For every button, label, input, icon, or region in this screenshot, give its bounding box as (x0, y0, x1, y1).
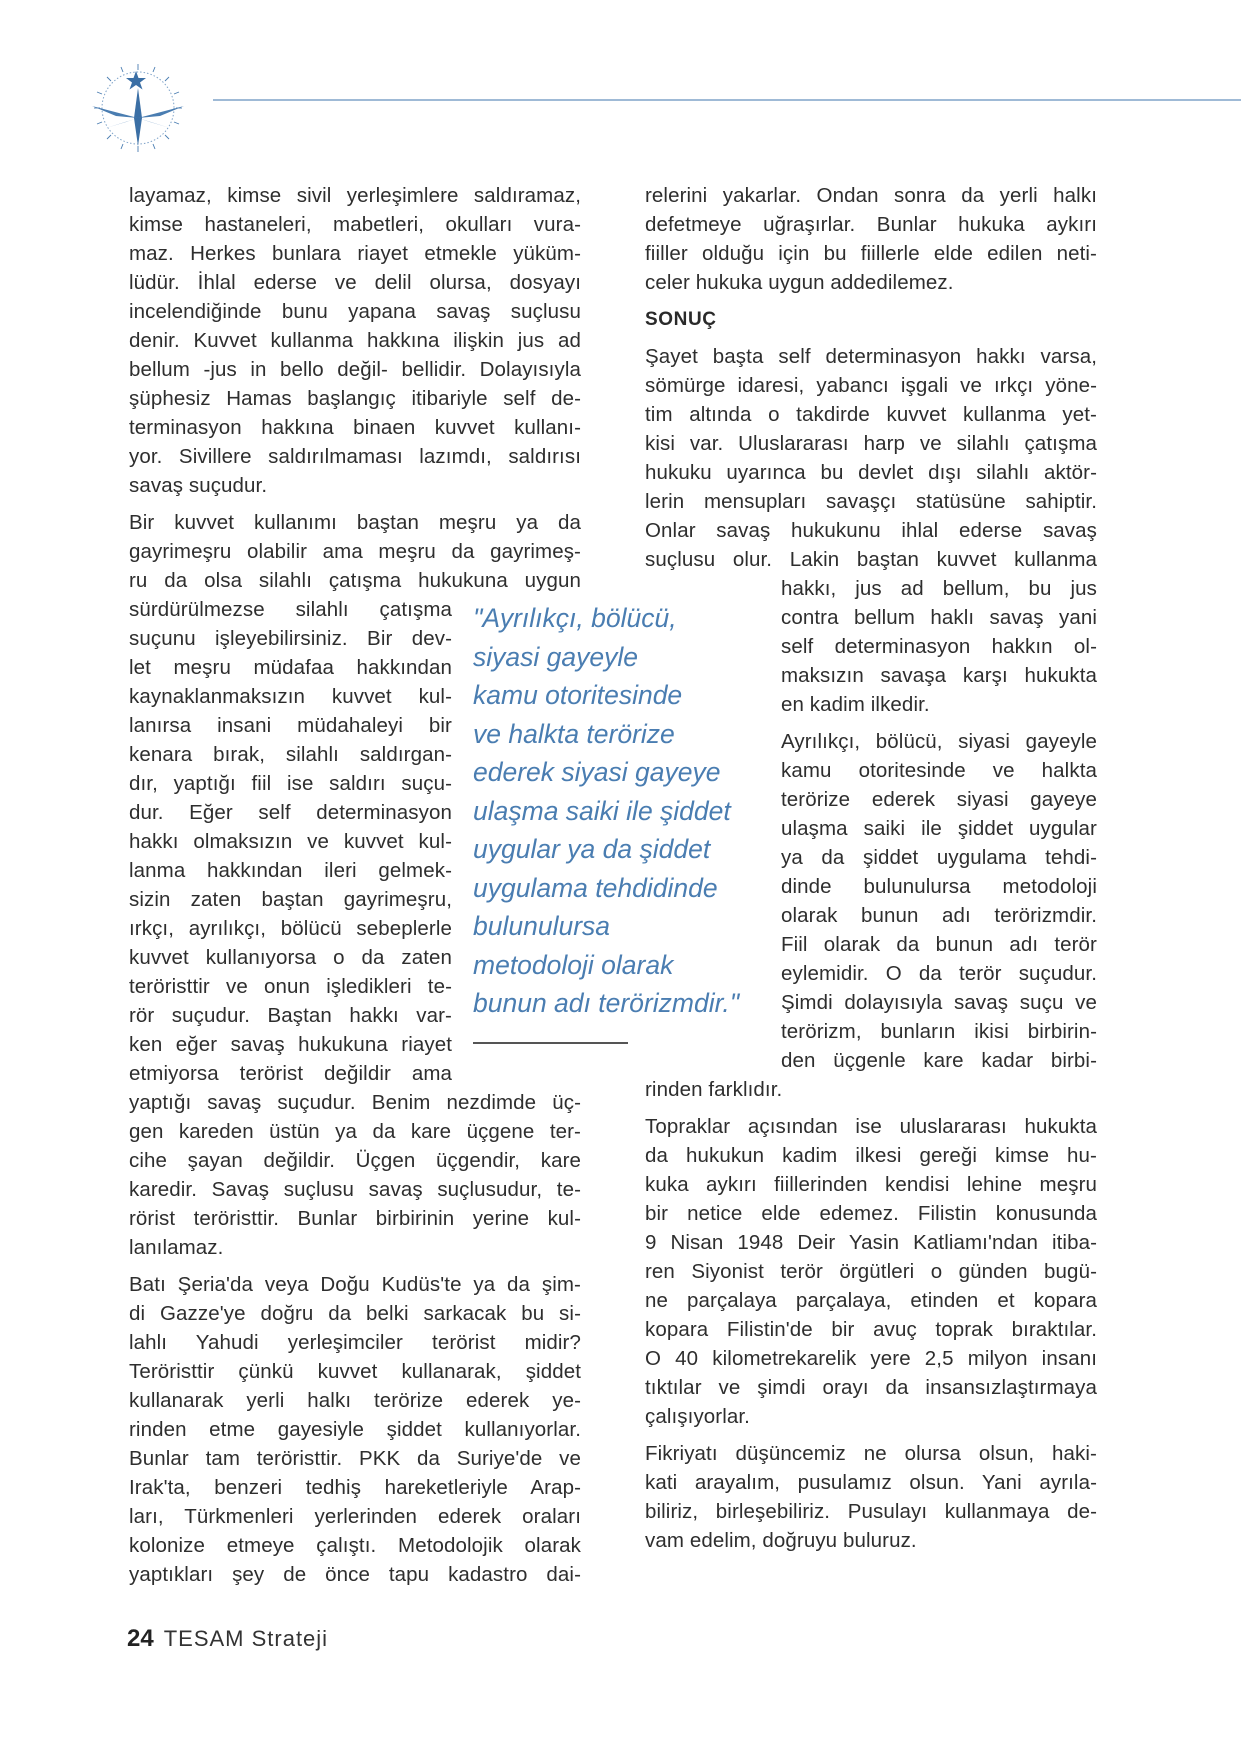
text-line: Fiil olarak da bunun adı terör (781, 933, 1097, 956)
text-line: rinden etme gayesiyle şiddet kullanıyorlar. (129, 1418, 581, 1441)
header-rule (213, 99, 1241, 101)
text-line: lerin mensupları savaşçı statüsüne sahiptir. (645, 490, 1097, 513)
text-line: kamu otoritesinde ve halkta (781, 759, 1097, 782)
pull-quote-rule (473, 1042, 628, 1044)
text-line: tıktılar ve şimdi orayı da insansızlaştırmaya (645, 1376, 1097, 1399)
text-line: relerini yakarlar. Ondan sonra da yerli halkı (645, 184, 1097, 207)
text-line: kuvvet kullanıyorsa o da zaten (129, 946, 452, 969)
text-line: terörizm, bunların ikisi birbirin- (781, 1020, 1097, 1043)
text-line: den üçgenle kare kadar birbi- (781, 1049, 1097, 1072)
text-line: ren Siyonist terör örgütleri o günden bugü- (645, 1260, 1097, 1283)
pull-quote-line: bulunulursa (473, 911, 611, 941)
text-line: ken eğer savaş hukukuna riayet (129, 1033, 452, 1056)
text-line: dır, yaptığı fiil ise saldırı suçu- (129, 772, 452, 795)
text-line: ırkçı, ayrılıkçı, bölücü sebeplerle (129, 917, 452, 940)
text-line: kenara bırak, silahlı saldırgan- (129, 743, 452, 766)
text-line: terörize ederek siyasi gayeye (781, 788, 1097, 811)
text-line: di Gazze'ye doğru da belki sarkacak bu si- (129, 1302, 581, 1325)
text-line: self determinasyon hakkın ol- (781, 635, 1097, 658)
text-line: karedir. Savaş suçlusu savaş suçlusudur, te- (129, 1178, 581, 1201)
text-line: eylemidir. O da terör suçudur. (781, 962, 1097, 985)
text-line: Bunlar tam teröristtir. PKK da Suriye'de ve (129, 1447, 581, 1470)
text-line: terminasyon hakkına binaen kuvvet kullanı- (129, 416, 581, 439)
text-line: kaynaklanmaksızın kuvvet kul- (129, 685, 452, 708)
text-line: ları, Türkmenleri yerlerinden ederek oraları (129, 1505, 581, 1528)
pull-quote-line: ederek siyasi gayeye (473, 757, 721, 787)
tesam-logo-icon (86, 58, 190, 158)
text-line: hakkı olmaksızın ve kuvvet kul- (129, 830, 452, 853)
text-line: Batı Şeria'da veya Doğu Kudüs'te ya da şim- (129, 1273, 581, 1296)
pull-quote-line: uygulama tehdidinde (473, 872, 718, 903)
text-line: Teröristtir çünkü kuvvet kullanarak, şiddet (129, 1360, 581, 1383)
text-line: gayrimeşru olabilir ama meşru da gayrimeş- (129, 540, 581, 563)
text-line: kolonize etmeye çalıştı. Metodolojik olarak (129, 1534, 581, 1557)
text-line: fiiller olduğu için bu fiillerle elde edilen neti- (645, 242, 1097, 265)
text-line: kimse hastaneleri, mabetleri, okulları vura- (129, 213, 581, 236)
text-line: ya da şiddet uygulama tehdi- (781, 846, 1097, 869)
text-line: savaş suçudur. (129, 474, 268, 497)
text-line: Fikriyatı düşüncemiz ne olursa olsun, haki- (645, 1442, 1097, 1465)
text-line: incelendiğinde bunu yapana savaş suçlusu (129, 300, 581, 323)
text-line: lanırsa insani müdahaleyi bir (129, 714, 452, 737)
text-line: Şayet başta self determinasyon hakkı varsa, (645, 345, 1097, 368)
text-line: da hukukun kadim ilkesi gereği kimse hu- (645, 1144, 1097, 1167)
text-line: ulaşma saiki ile şiddet uygular (781, 817, 1097, 840)
text-line: hukuku uyarınca bu devlet dışı silahlı aktör- (645, 461, 1097, 484)
text-line: denir. Kuvvet kullanma hakkına ilişkin jus ad (129, 329, 581, 352)
publication-name: TESAM Strateji (163, 1626, 329, 1651)
text-line: sürdürülmezse silahlı çatışma (129, 598, 452, 621)
text-line: Irak'ta, benzeri tedhiş hareketleriyle Arap- (129, 1476, 581, 1499)
text-line: contra bellum haklı savaş yani (781, 606, 1097, 629)
text-line: kisi var. Uluslararası harp ve silahlı çatışma (645, 432, 1097, 455)
pull-quote-line: ve halkta terörize (473, 718, 675, 749)
text-line: rör suçudur. Baştan hakkı var- (129, 1004, 452, 1027)
text-line: Topraklar açısından ise uluslararası hukukta (645, 1115, 1097, 1138)
text-line: maksızın savaşa karşı hukukta (781, 664, 1097, 687)
text-line: hakkı, jus ad bellum, bu jus (781, 577, 1097, 600)
text-line: lahlı Yahudi yerleşimciler terörist midir? (129, 1331, 581, 1354)
text-line: 9 Nisan 1948 Deir Yasin Katliamı'ndan itiba- (645, 1231, 1097, 1254)
text-line: en kadim ilkedir. (781, 693, 930, 716)
text-line: tim altında o takdirde kuvvet kullanma yet- (645, 403, 1097, 426)
pull-quote-line: bunun adı terörizmdir." (473, 988, 740, 1018)
text-line: teröristtir ve onun işledikleri te- (129, 975, 452, 998)
text-line: lanma hakkından ileri gelmek- (129, 859, 452, 882)
page-number: 24 (127, 1625, 154, 1652)
text-line: suçlusu olur. Lakin baştan kuvvet kullanma (645, 548, 1097, 571)
text-line: sizin zaten baştan gayrimeşru, (129, 888, 452, 911)
text-line: Şimdi dolayısıyla savaş suçu ve (781, 991, 1097, 1014)
text-line: cihe şayan değildir. Üçgen üçgendir, kare (129, 1149, 581, 1172)
text-line: defetmeye uğraşırlar. Bunlar hukuka aykırı (645, 213, 1097, 236)
pull-quote (473, 599, 763, 1023)
pull-quote-line: ulaşma saiki ile şiddet (473, 795, 731, 826)
pull-quote-line: uygular ya da şiddet (473, 834, 711, 864)
text-line: maz. Herkes bunlara riayet etmekle yüküm- (129, 242, 581, 265)
text-line: olarak bunun adı terörizmdir. (781, 904, 1097, 927)
text-line: sömürge idaresi, yabancı işgali ve ırkçı yöne- (645, 374, 1097, 397)
text-line: gen kareden üstün ya da kare üçgene ter- (129, 1120, 581, 1143)
text-line: yaptığı savaş suçudur. Benim nezdimde üç- (129, 1091, 581, 1114)
text-line: lanılamaz. (129, 1236, 224, 1259)
pull-quote-line: metodoloji olarak (473, 949, 674, 980)
text-line: kati arayalım, pusulamız olsun. Yani ayrıla- (645, 1471, 1097, 1494)
text-line: bellum -jus in bello değil- bellidir. Dolayısıyla (129, 358, 581, 381)
text-line: yaptıkları şey de önce tapu kadastro dai- (129, 1563, 581, 1586)
text-line: yor. Sivillere saldırılmaması lazımdı, saldırısı (129, 445, 581, 468)
text-line: rörist teröristtir. Bunlar birbirinin yerine kul- (129, 1207, 581, 1230)
pull-quote-line: kamu otoritesinde (473, 680, 683, 710)
pull-quote-line: "Ayrılıkçı, bölücü, (473, 603, 677, 633)
text-line: kuka aykırı fiillerinden kendisi lehine meşru (645, 1173, 1097, 1196)
pull-quote-line: siyasi gayeyle (473, 641, 638, 672)
text-line: rinden farklıdır. (645, 1078, 783, 1101)
text-line: vam edelim, doğruyu buluruz. (645, 1529, 917, 1552)
text-line: let meşru müdafaa hakkından (129, 656, 452, 679)
text-line: ru da olsa silahlı çatışma hukukuna uygun (129, 569, 581, 592)
text-line: layamaz, kimse sivil yerleşimlere saldıramaz, (129, 184, 581, 207)
text-line: ne parçalaya parçalaya, etinden et kopara (645, 1289, 1097, 1312)
section-heading: SONUÇ (645, 309, 717, 330)
text-line: etmiyorsa terörist değildir ama (129, 1062, 452, 1085)
text-line: celer hukuka uygun addedilemez. (645, 271, 954, 294)
text-line: dinde bulunulursa metodoloji (781, 875, 1097, 898)
text-line: kullanarak yerli halkı terörize ederek ye- (129, 1389, 581, 1412)
text-line: şüphesiz Hamas başlangıç itibariyle self de- (129, 387, 581, 410)
text-line: çalışıyorlar. (645, 1405, 750, 1428)
text-line: Onlar savaş hukukunu ihlal ederse savaş (645, 519, 1097, 542)
text-line: Ayrılıkçı, bölücü, siyasi gayeyle (781, 730, 1097, 753)
text-line: Bir kuvvet kullanımı baştan meşru ya da (129, 511, 581, 534)
text-line: suçunu işleyebilirsiniz. Bir dev- (129, 627, 452, 650)
text-line: O 40 kilometrekarelik yere 2,5 milyon insanı (645, 1347, 1097, 1370)
page-footer (127, 1625, 328, 1653)
text-line: biliriz, birleşebiliriz. Pusulayı kullanmaya de- (645, 1500, 1097, 1523)
text-line: bir netice elde edemez. Filistin konusunda (645, 1202, 1097, 1225)
text-line: lüdür. İhlal ederse ve delil olursa, dosyayı (129, 271, 581, 294)
text-line: dur. Eğer self determinasyon (129, 801, 452, 824)
text-line: kopara Filistin'de bir avuç toprak bıraktılar. (645, 1318, 1097, 1341)
